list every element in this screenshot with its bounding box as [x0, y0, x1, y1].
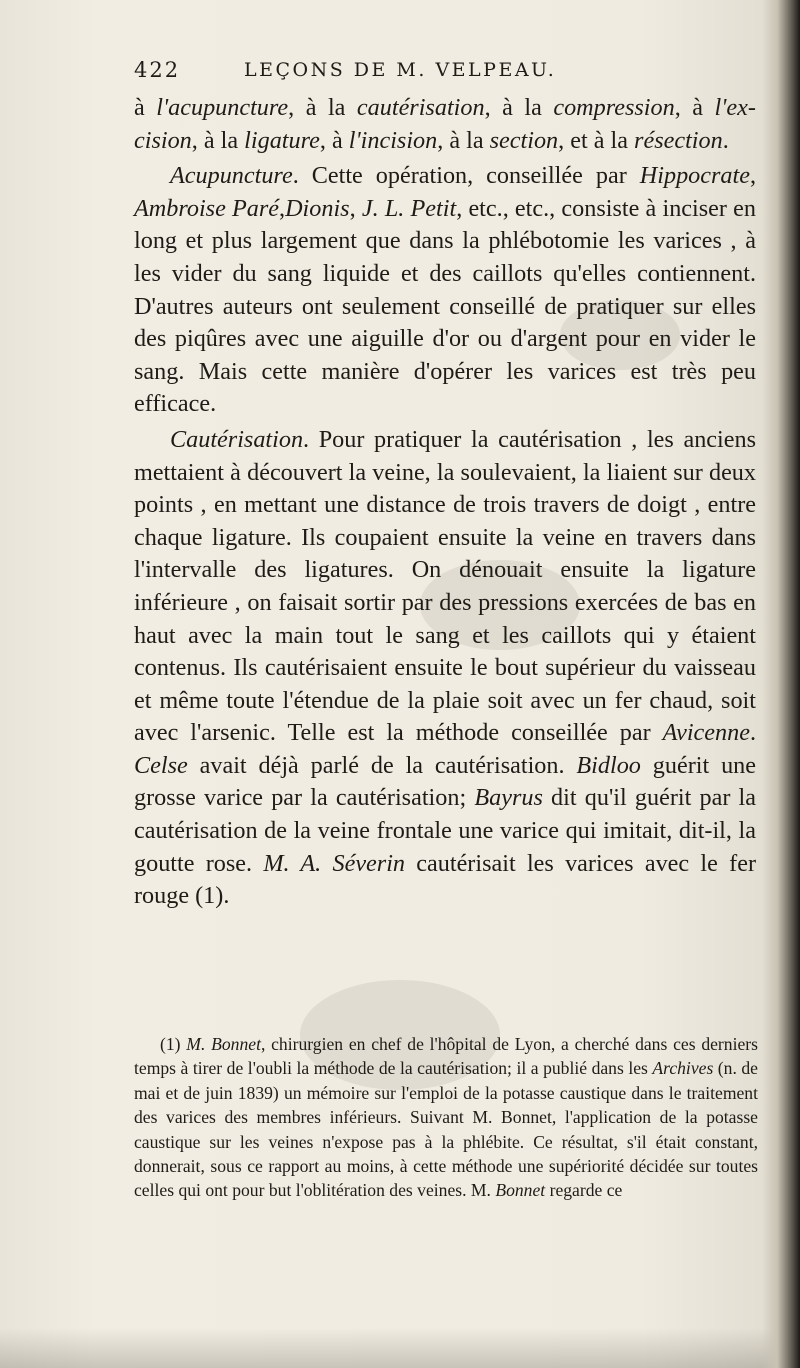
book-binding-edge — [762, 0, 800, 1368]
running-head: LEÇONS DE M. VELPEAU. — [244, 59, 557, 81]
page-number: 422 — [134, 58, 181, 82]
scan-bottom-shadow — [0, 1328, 800, 1368]
paragraph-intro: à l'acupuncture, à la cautérisation, à la compression, à l'excision, à la ligature, à l'incision, à la section, et à la résection. — [134, 94, 756, 154]
paragraph-cauterisation: Cautérisation. Pour pratiquer la cautérisation , les anciens mettaient à découvert la veine, la soulevaient, la liaient sur deux points , en mettant une distance de trois travers de doigt , entre chaque ligature. Ils coupaient ensuite la veine en travers dans l'intervalle des ligatures. On dénouait ensuite la ligature inférieure , on faisait sortir par des pressions exercées de bas en haut avec la main tout le sang et les caillots qui y étaient contenus. Ils cautérisaient ensuite le bout supérieur du vaisseau et même toute l'étendue de la plaie soit avec un fer chaud, soit avec l'arsenic. Telle est la méthode conseillée par Avicenne. Celse avait déjà parlé de la cautérisation. Bidloo guérit une grosse varice par la cautérisation; Bayrus dit qu'il guérit par la cautérisation de la veine frontale une varice qui imitait, dit-il, la goutte rose. M. A. Séverin cautérisait les varices avec le fer rouge (1). — [134, 425, 757, 910]
footnote-text: (1) M. Bonnet, chirurgien en chef de l'hôpital de Lyon, a cherché dans ces derniers temps à tirer de l'oubli la méthode de la cautérisation; il a publié dans les Archives (n. de mai et de juin 1839) un mémoire sur l'emploi de la potasse caustique dans le traitement des varices des membres inférieurs. Suivant M. Bonnet, l'application de la potasse caustique sur les veines n'expose pas à la phlébite. Ce résultat, s'il était constant, donnerait, sous ce rapport au moins, à cette méthode une supériorité décidée sur toutes celles qui ont pour but l'oblitération des veines. M. Bonnet regarde ce — [134, 1034, 758, 1201]
footnote — [134, 1032, 758, 1203]
page-header — [134, 58, 634, 88]
body-text — [134, 92, 756, 913]
paragraph-acupuncture: Acupuncture. Cette opération, conseillée par Hippocrate, Ambroise Paré,Dionis, J. L. Petit, etc., etc., consiste à inciser en long et plus largement que dans la phlébotomie les varices , à les vider du sang liquide et des caillots qu'elles contiennent. D'autres auteurs ont seulement conseillé de pratiquer sur elles des piqûres avec une aiguille d'or ou d'argent pour en vider le sang. Mais cette manière d'opérer les varices est très peu efficace. — [134, 162, 756, 418]
